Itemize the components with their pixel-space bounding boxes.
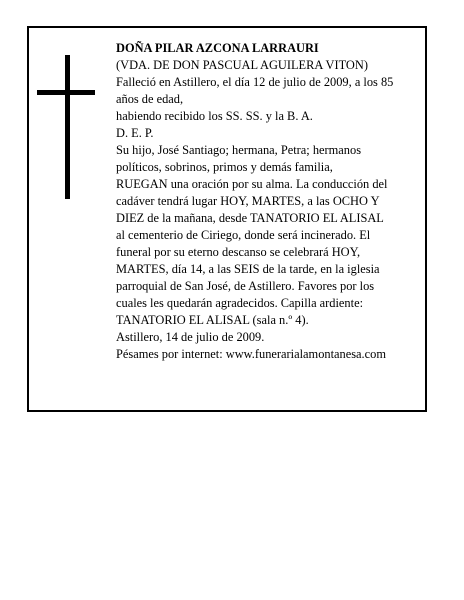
deceased-name: DOÑA PILAR AZCONA LARRAURI <box>116 41 319 55</box>
cross-horizontal-bar <box>37 90 95 95</box>
latin-cross-icon <box>37 55 95 199</box>
funeral-line-4: cuales les quedarán agradecidos. Capilla ardiente: <box>116 296 364 310</box>
funeral-line-2: MARTES, día 14, a las SEIS de la tarde, en la iglesia <box>116 262 380 276</box>
request-line-4: al cementerio de Ciriego, donde será incinerado. El <box>116 228 371 242</box>
obituary-notice <box>27 26 427 412</box>
obituary-text <box>116 40 416 363</box>
request-line-2: cadáver tendrá lugar HOY, MARTES, a las OCHO Y <box>116 194 380 208</box>
widow-of-line: (VDA. DE DON PASCUAL AGUILERA VITON) <box>116 58 368 72</box>
death-details-line-2: años de edad, <box>116 92 184 106</box>
sacraments-line: habiendo recibido los SS. SS. y la B. A. <box>116 109 313 123</box>
rip-line: D. E. P. <box>116 126 154 140</box>
chapel-line: TANATORIO EL ALISAL (sala n.º 4). <box>116 313 309 327</box>
request-line-1: RUEGAN una oración por su alma. La conducción del <box>116 177 388 191</box>
family-line-1: Su hijo, José Santiago; hermana, Petra; hermanos <box>116 143 362 157</box>
death-details-line-1: Falleció en Astillero, el día 12 de julio de 2009, a los 85 <box>116 75 394 89</box>
request-line-3: DIEZ de la mañana, desde TANATORIO EL ALISAL <box>116 211 384 225</box>
place-date-line: Astillero, 14 de julio de 2009. <box>116 330 265 344</box>
condolences-line: Pésames por internet: www.funerarialamontanesa.com <box>116 347 386 361</box>
family-line-2: políticos, sobrinos, primos y demás familia, <box>116 160 333 174</box>
funeral-line-1: funeral por su eterno descanso se celebrará HOY, <box>116 245 361 259</box>
funeral-line-3: parroquial de San José, de Astillero. Favores por los <box>116 279 375 293</box>
cross-vertical-bar <box>65 55 70 199</box>
